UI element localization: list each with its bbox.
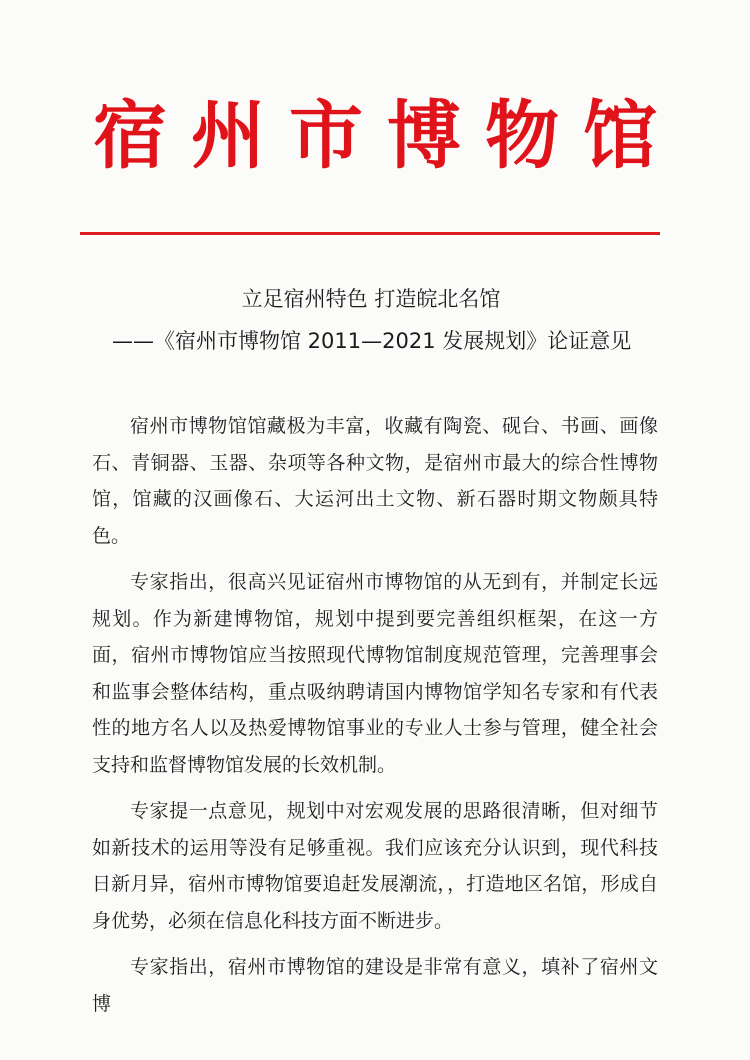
document-subtitle: ——《宿州市博物馆 2011—2021 发展规划》论证意见 bbox=[112, 329, 632, 353]
letterhead-divider bbox=[80, 232, 660, 235]
body-paragraph-3: 专家提一点意见，规划中对宏观发展的思路很清晰，但对细节如新技术的运用等没有足够重视。我们应该充分认识到，现代科技日新月异，宿州市博物馆要追赶发展潮流，，打造地区名馆，形成自身优势，必须在信息化科技方面不断进步。 bbox=[92, 800, 658, 932]
body-paragraph-1: 宿州市博物馆馆藏极为丰富，收藏有陶瓷、砚台、书画、画像石、青铜器、玉器、杂项等各种文物，是宿州市最大的综合性博物馆，馆藏的汉画像石、大运河出土文物、新石器时期文物颇具特色。 bbox=[92, 415, 658, 547]
body-paragraph-2: 专家指出，很高兴见证宿州市博物馆的从无到有，并制定长远规划。作为新建博物馆，规划中提到要完善组织框架，在这一方面，宿州市博物馆应当按照现代博物馆制度规范管理，完善理事会和监事会整体结构，重点吸纳聘请国内博物馆学知名专家和有代表性的地方名人以及热爱博物馆事业的专业人士参与管理，健全社会支持和监督博物馆发展的长效机制。 bbox=[92, 571, 658, 776]
document-title: 立足宿州特色 打造皖北名馆 bbox=[241, 287, 501, 311]
letterhead-org-name: 宿州市博物馆 bbox=[93, 93, 681, 179]
document-body bbox=[92, 408, 658, 1032]
body-paragraph-4: 专家指出，宿州市博物馆的建设是非常有意义，填补了宿州文博 bbox=[92, 956, 658, 1015]
